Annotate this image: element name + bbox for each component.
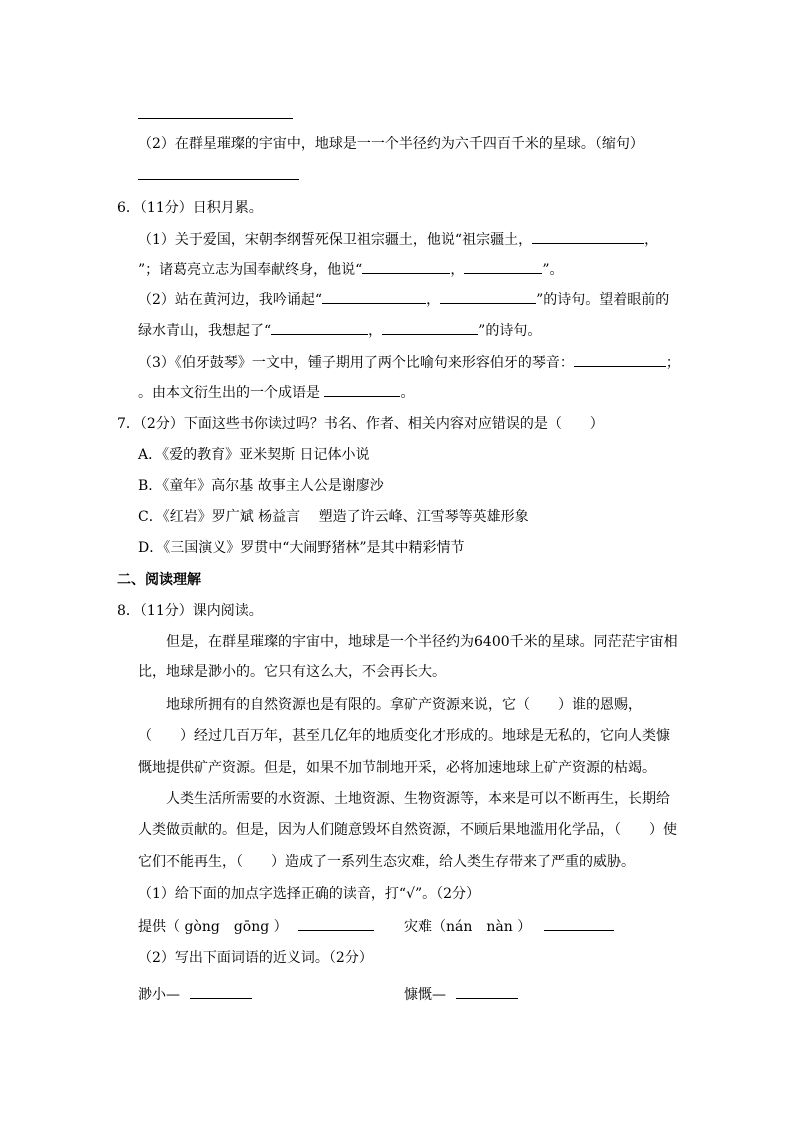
q8-passage-line: 它们不能再生，（ ）造成了一系列生态灾难，给人类生存带来了严重的威胁。 bbox=[138, 854, 635, 870]
q8-passage-line: 人类做贡献的。但是，因为人们随意毁坏自然资源，不顾后果地滥用化学品，（ ）使 bbox=[138, 822, 677, 838]
punct: ， bbox=[426, 292, 441, 308]
q6-item2-line2 bbox=[138, 320, 541, 341]
synonym-prompt: 慷慨— bbox=[404, 987, 446, 1003]
answer-blank[interactable] bbox=[271, 320, 368, 335]
q8-sub2-word1 bbox=[138, 984, 252, 1005]
answer-blank[interactable] bbox=[190, 984, 252, 999]
q8-sub1: （1）给下面的加点字选择正确的读音，打“√”。（2分） bbox=[138, 886, 481, 902]
answer-blank[interactable] bbox=[456, 984, 518, 999]
q7-option-a[interactable]: A．《爱的教育》亚米契斯 日记体小说 bbox=[138, 447, 370, 463]
punct: ”。 bbox=[542, 262, 564, 278]
q6-item2-line1 bbox=[138, 289, 669, 310]
q8-sub1-word2 bbox=[404, 916, 614, 937]
answer-line[interactable] bbox=[138, 179, 299, 180]
q5-item2: （2）在群星璀璨的宇宙中，地球是一一个半径约为六千四百千米的星球。（缩句） bbox=[138, 136, 644, 152]
answer-blank[interactable] bbox=[464, 259, 542, 274]
punct: ， bbox=[450, 262, 465, 278]
punct: ； bbox=[665, 355, 680, 371]
q6-item1-line2 bbox=[138, 259, 564, 280]
answer-blank[interactable] bbox=[362, 259, 450, 274]
answer-blank[interactable] bbox=[532, 229, 644, 244]
q7-option-d[interactable]: D．《三国演义》罗贯中“大闹野猪林”是其中精彩情节 bbox=[138, 540, 465, 556]
q8-passage-line: 慨地提供矿产资源。但是，如果不加节制地开采，必将加速地球上矿产资源的枯竭。 bbox=[138, 760, 656, 776]
pinyin-choice[interactable]: 提供（ gòng gōng ） bbox=[138, 919, 288, 935]
q8-passage-line: 比，地球是渺小的。它只有这么大，不会再长大。 bbox=[138, 664, 446, 680]
answer-line[interactable] bbox=[138, 118, 293, 119]
q6-item3-line1 bbox=[138, 352, 680, 373]
answer-blank[interactable] bbox=[544, 916, 614, 931]
q8-passage-line: （ ）经过几百万年，甚至几亿年的地质变化才形成的。地球是无私的，它向人类慷 bbox=[138, 728, 670, 744]
q6-item3-text: （3）《伯牙鼓琴》一文中，锺子期用了两个比喻句来形容伯牙的琴音： bbox=[138, 355, 574, 371]
answer-blank[interactable] bbox=[440, 289, 536, 304]
punct: 。 bbox=[400, 385, 415, 401]
q6-item1-text: （1）关于爱国，宋朝李纲誓死保卫祖宗疆土，他说“祖宗疆土， bbox=[138, 232, 533, 248]
synonym-prompt: 渺小— bbox=[138, 987, 180, 1003]
punct: ， bbox=[368, 323, 383, 339]
q8-header: 8．（11分）课内阅读。 bbox=[117, 603, 263, 619]
answer-blank[interactable] bbox=[574, 352, 666, 367]
pinyin-choice[interactable]: 灾难（nán nàn ） bbox=[404, 919, 532, 935]
answer-blank[interactable] bbox=[298, 916, 374, 931]
answer-blank[interactable] bbox=[382, 320, 478, 335]
q6-item3-text: 。由本文衍生出的一个成语是 bbox=[138, 385, 325, 401]
q6-item1-line1 bbox=[138, 229, 658, 250]
section-title: 二、阅读理解 bbox=[117, 572, 201, 588]
q6-item2-text: ”的诗句。望着眼前的 bbox=[536, 292, 670, 308]
q8-passage-line: 地球所拥有的自然资源也是有限的。拿矿产资源来说，它（ ）谁的恩赐， bbox=[166, 697, 642, 713]
answer-blank[interactable] bbox=[322, 289, 426, 304]
q8-sub2: （2）写出下面词语的近义词。（2分） bbox=[138, 950, 373, 966]
q7-option-b[interactable]: B．《童年》高尔基 故事主人公是谢廖沙 bbox=[138, 478, 384, 494]
q6-header: 6．（11分）日积月累。 bbox=[117, 200, 263, 216]
q8-sub1-word1 bbox=[138, 916, 374, 937]
q6-item1-text: ”；诸葛亮立志为国奉献终身，他说“ bbox=[138, 262, 363, 278]
q6-item3-line2 bbox=[138, 382, 414, 403]
q8-sub2-word2 bbox=[404, 984, 518, 1005]
answer-blank[interactable] bbox=[324, 382, 400, 397]
q6-item2-text: （2）站在黄河边，我吟诵起“ bbox=[138, 292, 323, 308]
punct: ， bbox=[644, 232, 659, 248]
q7-header: 7．（2分）下面这些书你读过吗？书名、作者、相关内容对应错误的是（ ） bbox=[117, 416, 604, 432]
q6-item2-text: 绿水青山，我想起了“ bbox=[138, 323, 272, 339]
q7-option-c[interactable]: C．《红岩》罗广斌 杨益言 塑造了许云峰、江雪琴等英雄形象 bbox=[138, 509, 529, 525]
q6-item2-text: ”的诗句。 bbox=[478, 323, 542, 339]
q8-passage-line: 但是，在群星璀璨的宇宙中，地球是一个半径约为6400千米的星球。同茫茫宇宙相 bbox=[166, 634, 678, 650]
q8-passage-line: 人类生活所需要的水资源、土地资源、生物资源等，本来是可以不断再生，长期给 bbox=[166, 791, 670, 807]
